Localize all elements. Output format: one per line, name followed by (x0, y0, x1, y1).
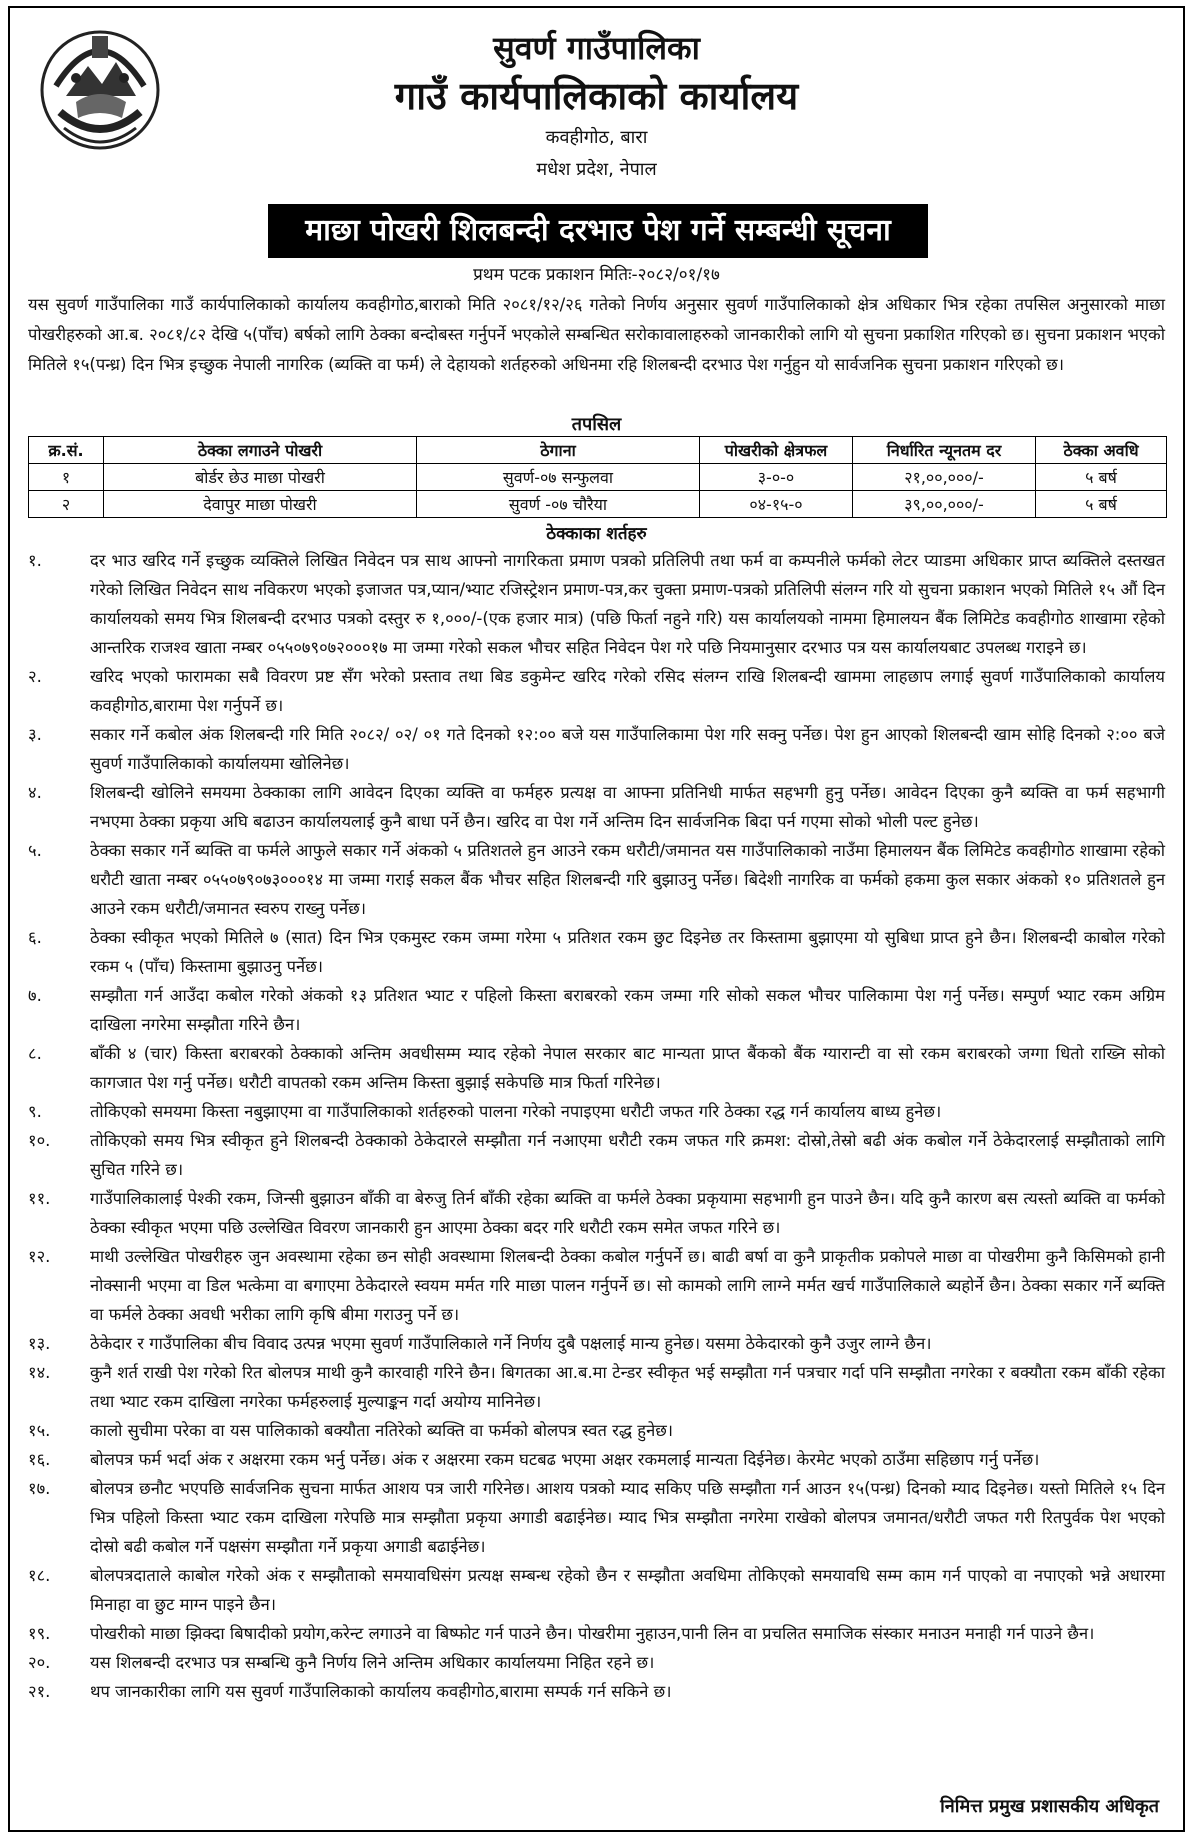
tapsil-heading: तपसिल (571, 414, 622, 435)
term-number: ८. (28, 1044, 42, 1063)
list-item (28, 720, 1165, 778)
office-main-title: गाउँ कार्यपालिकाको कार्यालय (394, 74, 799, 118)
col-header-min-rate: निर्धारित न्यूनतम दर (853, 437, 1036, 464)
term-number: १६. (28, 1450, 51, 1469)
publication-date: प्रथम पटक प्रकाशन मितिः-२०८२/०१/१७ (473, 265, 720, 285)
pond-table (28, 436, 1167, 518)
list-item (28, 1648, 1165, 1677)
term-text: बाँकी ४ (चार) किस्ता बराबरको ठेक्काको अन्तिम अवधीसम्म म्याद रहेको नेपाल सरकार बाट मान्यता प्राप्त बैंकको बैंक ग्यारान्टी वा सो रकम बराबरको जग्गा धितो राख्नि सोको कागजात पेश गर्नु पर्नेछ। धरौटी वापतको रकम अन्तिम किस्ता बुझाई सकेपछि मात्र फिर्ता गरिनेछ। (90, 1044, 1165, 1092)
address-line-1: कवहीगोठ, बारा (545, 127, 648, 148)
term-text: कालो सुचीमा परेका वा यस पालिकाको बक्यौता नतिरेको ब्यक्ति वा फर्मको बोलपत्र स्वत रद्ध हुनेछ। (90, 1421, 674, 1440)
term-text: ठेकेदार र गाउँपालिका बीच विवाद उत्पन्न भएमा सुवर्ण गाउँपालिकाले गर्ने निर्णय दुबै पक्षलाई मान्य हुनेछ। यसमा ठेकेदारको कुनै उजुर लाग्ने छैन। (90, 1334, 932, 1353)
list-item (28, 1416, 1165, 1445)
list-item (28, 923, 1165, 981)
cell-sn: २ (29, 491, 104, 518)
term-text: यस शिलबन्दी दरभाउ पत्र सम्बन्धि कुनै निर्णय लिने अन्तिम अधिकार कार्यालयमा निहित रहने छ। (90, 1653, 655, 1672)
term-text: बोलपत्रदाताले काबोल गरेको अंक र सम्झौताको समयावधिसंग प्रत्यक्ष सम्बन्ध रहेको छैन र सम्झौता अवधिमा तोकिएको समयावधि सम्म काम गर्न पाएको वा नपाएको भन्ने अधारमा मिनाहा वा छुट माग्न पाइने छैन। (90, 1566, 1165, 1614)
list-item (28, 778, 1165, 836)
cell-area: ०४-१५-० (700, 491, 853, 518)
intro-paragraph: यस सुवर्ण गाउँपालिका गाउँ कार्यपालिकाको कार्यालय कवहीगोठ,बाराको मिति २०८१/१२/२६ गतेको निर्णय अनुसार सुवर्ण गाउँपालिकाको क्षेत्र अधिकार भित्र रहेका तपसिल अनुसारको माछा पोखरीहरुको आ.ब. २०८१/८२ देखि ५(पाँच) बर्षको लागि ठेक्का बन्दोबस्त गर्नुपर्ने भएकोले सम्बन्धित सरोकावालाहरुको जानकारीको लागि यो सुचना प्रकाशित गरिएको छ। सुचना प्रकाशन भएको मितिले १५(पन्ध्र) दिन भित्र इच्छुक नेपाली नागरिक (ब्यक्ति वा फर्म) ले देहायको शर्तहरुको अधिनमा रहि शिलबन्दी दरभाउ पेश गर्नुहुन यो सार्वजनिक सुचना प्रकाशन गरिएको छ। (28, 295, 1165, 374)
list-item (28, 1619, 1165, 1648)
term-text: तोकिएको समय भित्र स्वीकृत हुने शिलबन्दी ठेक्काको ठेकेदारले सम्झौता गर्न नआएमा धरौटी रकम जफत गरि क्रमश: दोस्रो,तेस्रो बढी अंक कबोल गर्ने ठेकेदारलाई सम्झौताको लागि सुचित गरिने छ। (90, 1131, 1165, 1179)
notice-page (8, 6, 1185, 1832)
term-number: ३. (28, 725, 42, 744)
cell-address: सुवर्ण-०७ सन्फुलवा (417, 464, 700, 491)
term-text: सम्झौता गर्न आउँदा कबोल गरेको अंकको १३ प्रतिशत भ्याट र पहिलो किस्ता बराबरको रकम जम्मा गरि सोको सकल भौचर पालिकामा पेश गर्नु पर्नेछ। सम्पुर्ण भ्याट रकम अग्रिम दाखिला नगरेमा सम्झौता गरिने छैन। (90, 986, 1165, 1034)
cell-period: ५ बर्ष (1036, 491, 1167, 518)
term-number: १८. (28, 1566, 51, 1585)
term-number: ५. (28, 841, 42, 860)
term-number: ७. (28, 986, 42, 1005)
cell-sn: १ (29, 464, 104, 491)
term-number: ४. (28, 783, 42, 802)
table-row (29, 464, 1167, 491)
term-text: दर भाउ खरिद गर्ने इच्छुक व्यक्तिले लिखित निवेदन पत्र साथ आफ्नो नागरिकता प्रमाण पत्रको प्रतिलिपी तथा फर्म वा कम्पनीले फर्मको लेटर प्याडमा अधिकार प्राप्त ब्यक्तिले दस्तखत गरेको लिखित निवेदन साथ नविकरण भएको इजाजत पत्र,प्यान/भ्याट रजिस्ट्रेशन प्रमाण-पत्र,कर चुक्ता प्रमाण-पत्रको प्रतिलिपी संलग्न गरि यो सुचना प्रकाशन भएको मितिले १५ औं दिन कार्यालयको समय भित्र शिलबन्दी दरभाउ पत्रको दस्तुर रु १,०००/-(एक हजार मात्र) (पछि फिर्ता नहुने गरि) यस कार्यालयको नाममा हिमालयन बैंक लिमिटेड कवहीगोठ शाखामा रहेको आन्तरिक राजश्व खाता नम्बर ०५५०७९०७२०००१७ मा जम्मा गरेको सकल भौचर सहित निवेदन पेश गरे पछि नियमानुसार दरभाउ पत्र यस कार्यालयबाट उपलब्ध गराइने छ। (90, 551, 1165, 657)
term-number: १४. (28, 1363, 51, 1382)
list-item (28, 1097, 1165, 1126)
cell-period: ५ बर्ष (1036, 464, 1167, 491)
list-item (28, 1329, 1165, 1358)
col-header-pond: ठेक्का लगाउने पोखरी (104, 437, 417, 464)
notice-title-banner: माछा पोखरी शिलबन्दी दरभाउ पेश गर्ने सम्बन्धी सूचना (268, 204, 928, 258)
list-item (28, 1677, 1165, 1706)
term-number: ९. (28, 1102, 42, 1121)
list-item (28, 1039, 1165, 1097)
term-number: १५. (28, 1421, 51, 1440)
term-text: सकार गर्ने कबोल अंक शिलबन्दी गरि मिति २०८२/ ०२/ ०१ गते दिनको १२:०० बजे यस गाउँपालिकामा पेश गरि सक्नु पर्नेछ। पेश हुन आएको शिलबन्दी खाम सोहि दिनको २:०० बजे सुवर्ण गाउँपालिकाको कार्यालयमा खोलिनेछ। (90, 725, 1165, 773)
office-name: सुवर्ण गाउँपालिका (493, 29, 700, 67)
list-item (28, 1242, 1165, 1329)
col-header-sn: क्र.सं. (29, 437, 104, 464)
cell-area: ३-०-० (700, 464, 853, 491)
term-number: ६. (28, 928, 42, 947)
col-header-period: ठेक्का अवधि (1036, 437, 1167, 464)
col-header-area: पोखरीको क्षेत्रफल (700, 437, 853, 464)
term-text: ठेक्का स्वीकृत भएको मितिले ७ (सात) दिन भित्र एकमुस्ट रकम जम्मा गरेमा ५ प्रतिशत रकम छुट दिइनेछ तर किस्तामा बुझाएमा यो सुबिधा प्राप्त हुने छैन। शिलबन्दी काबोल गरेको रकम ५ (पाँच) किस्तामा बुझाउनु पर्नेछ। (90, 928, 1165, 976)
table-header-row (29, 437, 1167, 464)
signature-title: निमित्त प्रमुख प्रशासकीय अधिकृत (940, 1796, 1159, 1817)
term-text: बोलपत्र छनौट भएपछि सार्वजनिक सुचना मार्फत आशय पत्र जारी गरिनेछ। आशय पत्रको म्याद सकिए पछि सम्झौता गर्न आउन १५(पन्ध्र) दिनको म्याद दिइनेछ। यस्तो मितिले १५ दिन भित्र पहिलो किस्ता भ्याट रकम दाखिला गरेपछि मात्र सम्झौता प्रकृया अगाडी बढाईनेछ। म्याद भित्र सम्झौता नगरेमा राखेको बोलपत्र जमानत/धरौटी जफत गरी रितपुर्वक पेश भएको दोस्रो बढी कबोल गर्ने पक्षसंग सम्झौता गर्ने प्रकृया अगाडी बढाईनेछ। (90, 1479, 1165, 1556)
table-row (29, 491, 1167, 518)
term-text: पोखरीको माछा झिक्दा बिषादीको प्रयोग,करेन्ट लगाउने वा बिष्फोट गर्न पाउने छैन। पोखरीमा नुहाउन,पानी लिन वा प्रचलित समाजिक संस्कार मनाउन मनाही गर्न पाउने छैन। (90, 1624, 1095, 1643)
term-text: बोलपत्र फर्म भर्दा अंक र अक्षरमा रकम भर्नु पर्नेछ। अंक र अक्षरमा रकम घटबढ भएमा अक्षर रकमलाई मान्यता दिईनेछ। केरमेट भएको ठाउँमा सहिछाप गर्नु पर्नेछ। (90, 1450, 1040, 1469)
list-item (28, 1184, 1165, 1242)
col-header-address: ठेगाना (417, 437, 700, 464)
term-number: ११. (28, 1189, 51, 1208)
term-text: कुनै शर्त राखी पेश गरेको रित बोलपत्र माथी कुनै कारवाही गरिने छैन। बिगतका आ.ब.मा टेन्डर स्वीकृत भई सम्झौता गर्न पत्रचार गर्दा पनि सम्झौता नगरेका र बक्यौता रकम बाँकी रहेका तथा भ्याट रकम दाखिला नगरेका फर्महरुलाई मुल्याङ्कन गर्दा अयोग्य मानिनेछ। (90, 1363, 1165, 1411)
term-number: १२. (28, 1247, 51, 1266)
term-text: गाउँपालिकालाई पेश्की रकम, जिन्सी बुझाउन बाँकी वा बेरुजु तिर्न बाँकी रहेका ब्यक्ति वा फर्मले ठेक्का प्रकृयामा सहभागी हुन पाउने छैन। यदि कुनै कारण बस त्यस्तो ब्यक्ति वा फर्मको ठेक्का स्वीकृत भएमा पछि उल्लेखित विवरण जानकारी हुन आएमा ठेक्का बदर गरि धरौटी रकम समेत जफत गरिने छ। (90, 1189, 1165, 1237)
list-item (28, 1445, 1165, 1474)
term-number: २१. (28, 1682, 51, 1701)
cell-pond: बोर्डर छेउ माछा पोखरी (104, 464, 417, 491)
term-text: शिलबन्दी खोलिने समयमा ठेक्काका लागि आवेदन दिएका व्यक्ति वा फर्महरु प्रत्यक्ष वा आफ्ना प्रतिनिधी मार्फत सहभगी हुनु पर्नेछ। आवेदन दिएका कुनै ब्यक्ति वा फर्म सहभागी नभएमा ठेक्का प्रकृया अघि बढाउन कार्यालयलाई कुनै बाधा पर्ने छैन। खरिद वा पेश गर्ने अन्तिम दिन सार्वजनिक बिदा पर्न गएमा सोको भोली पल्ट हुनेछ। (90, 783, 1165, 831)
cell-min-rate: २१,००,०००/- (853, 464, 1036, 491)
term-number: २०. (28, 1653, 51, 1672)
term-number: १९. (28, 1624, 51, 1643)
term-text: थप जानकारीका लागि यस सुवर्ण गाउँपालिकाको कार्यालय कवहीगोठ,बारामा सम्पर्क गर्न सकिने छ। (90, 1682, 672, 1701)
list-item (28, 1474, 1165, 1561)
list-item (28, 1561, 1165, 1619)
term-text: खरिद भएको फारामका सबै विवरण प्रष्ट सँग भरेको प्रस्ताव तथा बिड डकुमेन्ट खरिद गरेको रसिद संलग्न राखि शिलबन्दी खाममा लाहछाप लगाई सुवर्ण गाउँपालिकाको कार्यालय कवहीगोठ,बारामा पेश गर्नुपर्ने छ। (90, 667, 1165, 715)
list-item (28, 1358, 1165, 1416)
term-number: १. (28, 551, 42, 570)
term-number: २. (28, 667, 42, 686)
list-item (28, 662, 1165, 720)
cell-pond: देवापुर माछा पोखरी (104, 491, 417, 518)
terms-heading: ठेक्काका शर्तहरु (546, 524, 647, 544)
term-text: ठेक्का सकार गर्ने ब्यक्ति वा फर्मले आफुले सकार गर्ने अंकको ५ प्रतिशतले हुन आउने रकम धरौटी/जमानत यस गाउँपालिकाको नाउँमा हिमालयन बैंक लिमिटेड कवहीगोठ शाखामा रहेको धरौटी खाता नम्बर ०५५०७९०७३०००१४ मा जम्मा गराई सकल बैंक भौचर सहित शिलबन्दी गरि बुझाउनु पर्नेछ। बिदेशी नागरिक वा फर्मको हकमा कुल सकार अंकको १० प्रतिशतले हुन आउने रकम धरौटी/जमानत स्वरुप राख्नु पर्नेछ। (90, 841, 1165, 918)
term-text: तोकिएको समयमा किस्ता नबुझाएमा वा गाउँपालिकाको शर्तहरुको पालना गरेको नपाइएमा धरौटी जफत गरि ठेक्का रद्ध गर्न कार्यालय बाध्य हुनेछ। (90, 1102, 942, 1121)
term-number: १३. (28, 1334, 51, 1353)
terms-list (28, 546, 1165, 1706)
address-line-2: मधेश प्रदेश, नेपाल (536, 159, 657, 180)
term-number: १०. (28, 1131, 51, 1150)
term-text: माथी उल्लेखित पोखरीहरु जुन अवस्थामा रहेका छन सोही अवस्थामा शिलबन्दी ठेक्का कबोल गर्नुपर्ने छ। बाढी बर्षा वा कुनै प्राकृतीक प्रकोपले माछा वा पोखरीमा कुनै किसिमको हानी नोक्सानी भएमा वा डिल भत्केमा वा बगाएमा ठेकेदारले स्वयम मर्मत गरि माछा पालन गर्नुपर्ने छ। सो कामको लागि लाग्ने मर्मत खर्च गाउँपालिकाले ब्यहोर्ने छैन। ठेक्का सकार गर्ने ब्यक्ति वा फर्मले ठेक्का अवधी भरीका लागि कृषि बीमा गराउनु पर्ने छ। (90, 1247, 1165, 1324)
term-number: १७. (28, 1479, 51, 1498)
list-item (28, 546, 1165, 662)
office-header (10, 26, 1183, 186)
list-item (28, 836, 1165, 923)
list-item (28, 1126, 1165, 1184)
cell-min-rate: ३९,००,०००/- (853, 491, 1036, 518)
list-item (28, 981, 1165, 1039)
cell-address: सुवर्ण -०७ चौरैया (417, 491, 700, 518)
